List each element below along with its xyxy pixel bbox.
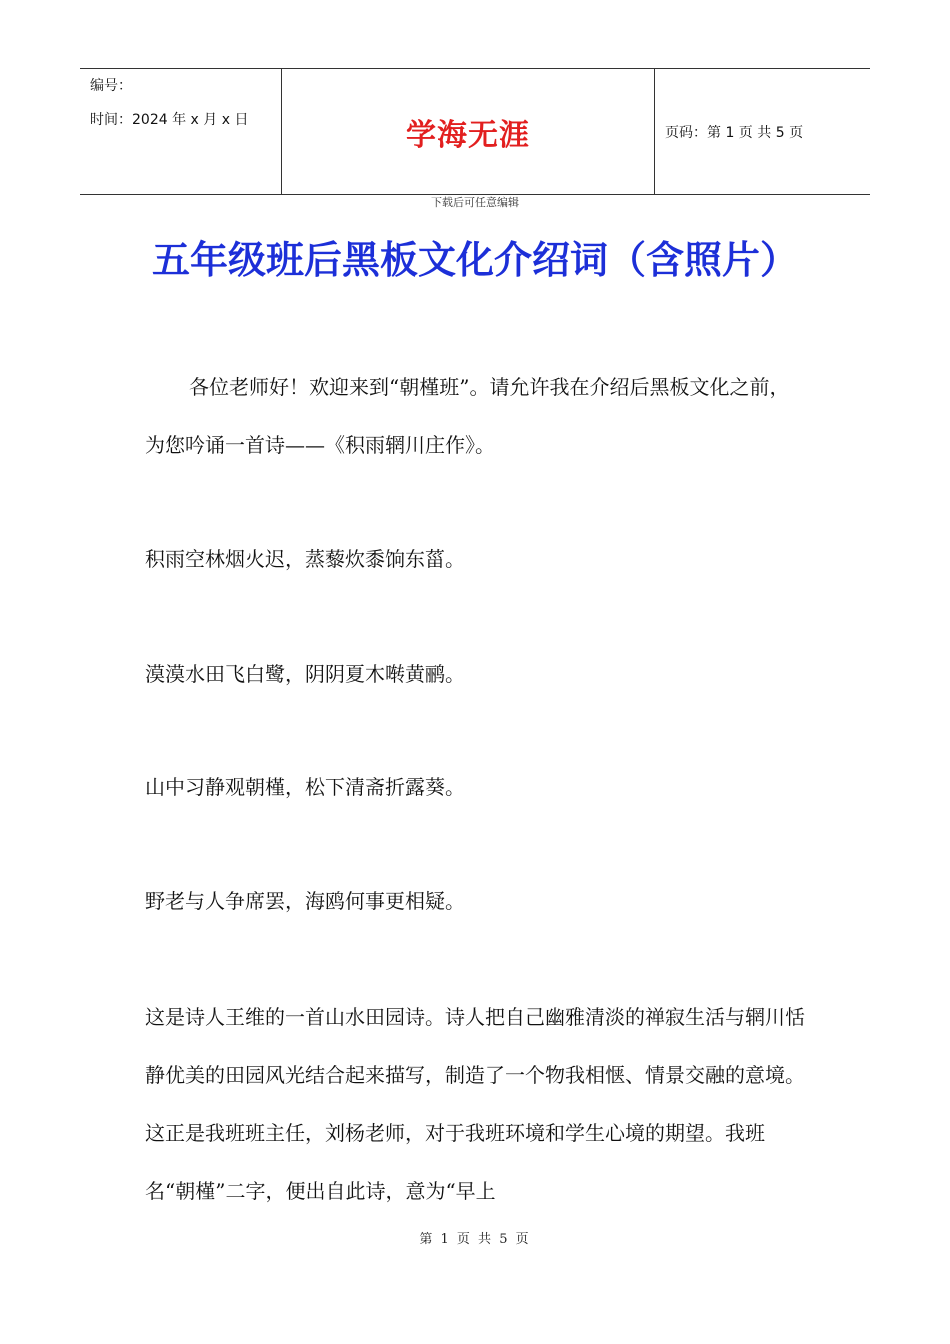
brand-title: 学海无涯	[406, 117, 530, 153]
page-footer: 第 1 页 共 5 页	[419, 1232, 531, 1247]
explanation-paragraph: 这是诗人王维的一首山水田园诗。诗人把自己幽雅清淡的禅寂生活与辋川恬静优美的田园风光结合起来描写，制造了一个物我相惬、情景交融的意境。这正是我班班主任，刘杨老师，对于我班环境和学生心境的期望。我班名“朝槿”二字，便出自此诗，意为“早上	[145, 1005, 805, 1203]
poem-line-3: 山中习静观朝槿，松下清斋折露葵。	[145, 775, 465, 799]
page-info: 页码：第 1 页 共 5 页	[665, 124, 804, 141]
header-left-cell	[80, 69, 282, 194]
intro-paragraph: 各位老师好！欢迎来到“朝槿班”。请允许我在介绍后黑板文化之前，为您吟诵一首诗——《积雨辋川庄作》。	[145, 375, 790, 457]
document-header	[80, 68, 870, 195]
poem-line-1: 积雨空林烟火迟，蒸藜炊黍饷东菑。	[145, 547, 465, 571]
header-brand-cell	[282, 69, 655, 194]
number-label: 编号：	[90, 78, 132, 94]
poem-line-4: 野老与人争席罢，海鸥何事更相疑。	[145, 889, 465, 913]
poem-line-2: 漠漠水田飞白鹭，阴阴夏木啭黄鹂。	[145, 662, 465, 686]
header-right-cell	[655, 69, 870, 194]
document-title: 五年级班后黑板文化介绍词（含照片）	[151, 237, 798, 282]
edit-note: 下载后可任意编辑	[431, 196, 519, 209]
time-label: 时间：2024 年 x 月 x 日	[90, 112, 249, 128]
